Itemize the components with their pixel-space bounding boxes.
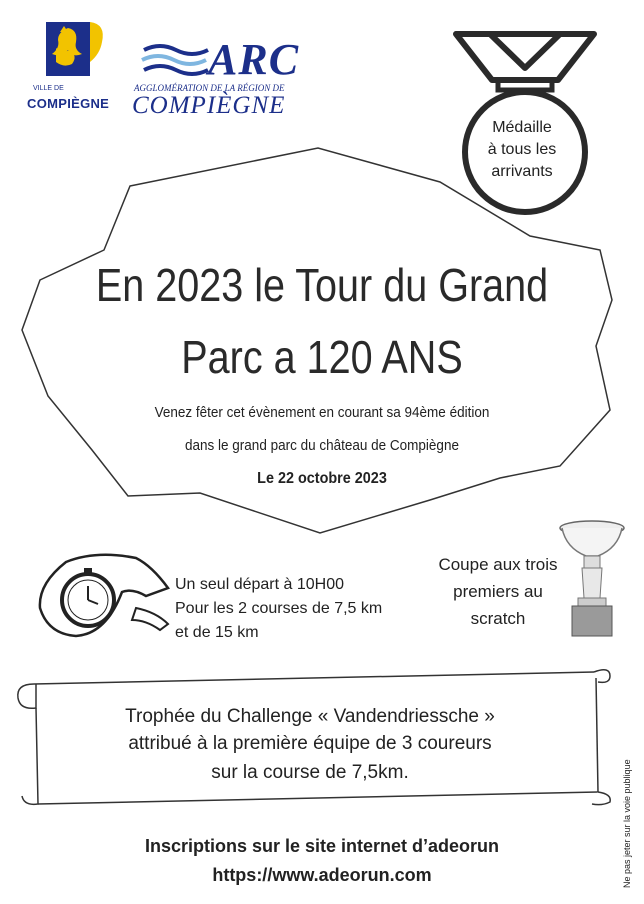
inscriptions-url: https://www.adeorun.com bbox=[212, 865, 432, 885]
depart-line: Un seul départ à 10H00 bbox=[175, 576, 344, 593]
coupe-line: Coupe aux trois bbox=[438, 555, 558, 574]
coupe-line: scratch bbox=[470, 609, 526, 628]
stopwatch-hand-icon bbox=[36, 548, 170, 640]
headline-line-2: Parc a 120 ANS bbox=[181, 331, 463, 383]
inscriptions-text: Inscriptions sur le site internet d’adeorun bbox=[144, 836, 500, 856]
medal-line: Médaille bbox=[492, 119, 552, 136]
arc-subtitle: AGGLOMÉRATION DE LA RÉGION DE bbox=[134, 83, 285, 93]
ville-name-label: COMPIÈGNE bbox=[27, 96, 110, 111]
medal-line: arrivants bbox=[491, 163, 553, 180]
medal-line: à tous les bbox=[487, 141, 557, 158]
arc-waves-icon bbox=[140, 40, 210, 80]
arc-city: COMPIÈGNE bbox=[132, 92, 286, 119]
ville-de-label: VILLE DE bbox=[33, 85, 64, 92]
trophee-line: sur la course de 7,5km. bbox=[211, 762, 409, 783]
trophy-cup-icon bbox=[556, 518, 628, 644]
trophee-line: Trophée du Challenge « Vandendriessche » bbox=[125, 706, 495, 727]
depart-line: Pour les 2 courses de 7,5 km bbox=[175, 600, 383, 617]
headline-sub-2: dans le grand parc du château de Compiègne bbox=[185, 437, 459, 454]
trophee-line: attribué à la première équipe de 3 coureurs bbox=[128, 733, 492, 754]
depart-line: et de 15 km bbox=[175, 624, 259, 641]
event-date: Le 22 octobre 2023 bbox=[257, 470, 387, 487]
headline-line-1: En 2023 le Tour du Grand bbox=[95, 259, 549, 311]
headline-sub-1: Venez fêter cet évènement en courant sa 94ème édition bbox=[154, 404, 490, 421]
coupe-line: premiers au bbox=[453, 582, 543, 601]
side-note: Ne pas jeter sur la voie publique bbox=[622, 759, 632, 888]
arc-logo-text: ARC bbox=[208, 35, 300, 84]
